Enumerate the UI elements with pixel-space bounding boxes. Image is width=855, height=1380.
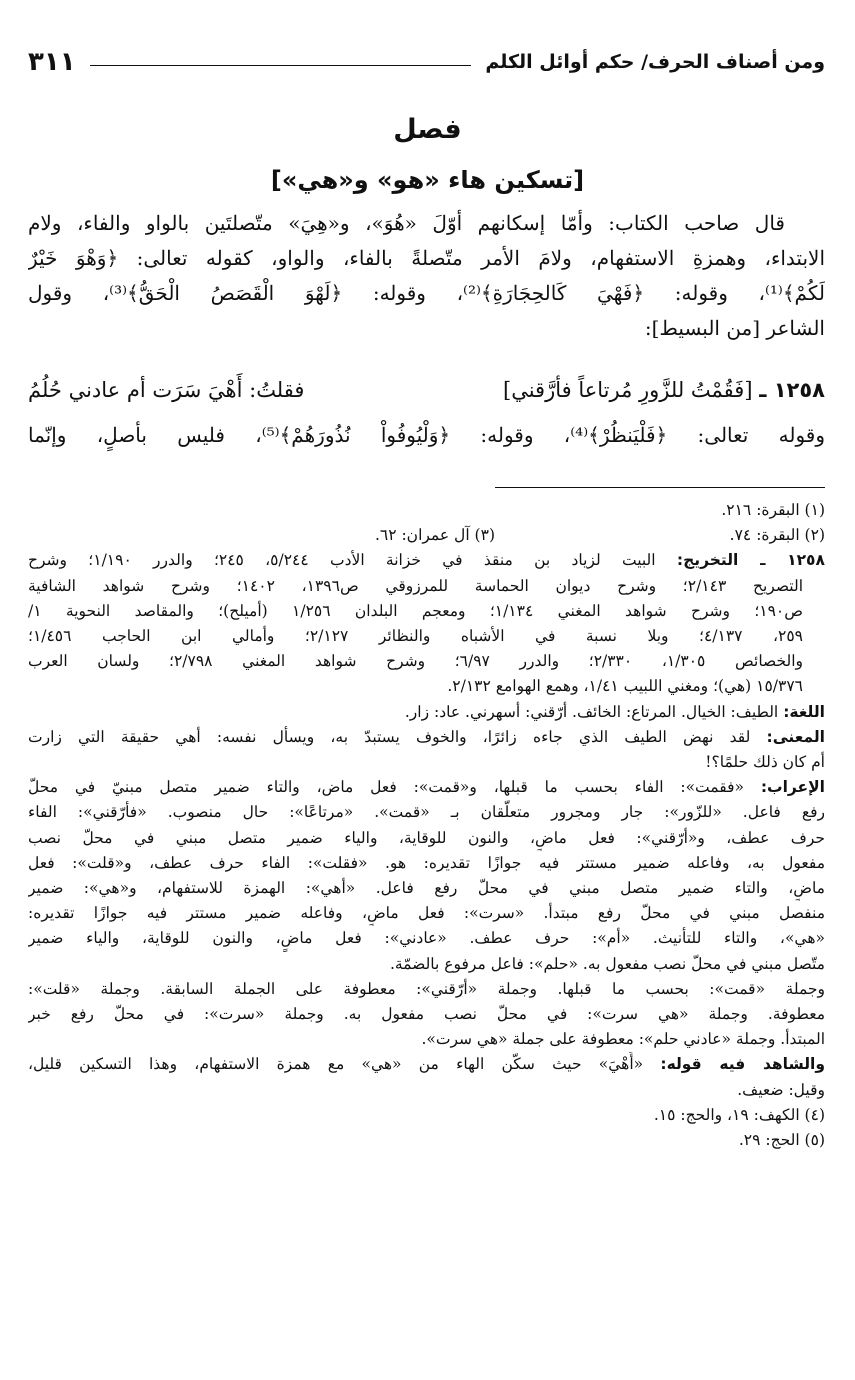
verse-number: ١٢٥٨ ـ	[759, 378, 825, 402]
takhrij-line: ١٥/٣٧٦ (هي)؛ ومغني اللبيب ١/٤١، وهمع الهوامع ٢/١٣٢.	[447, 677, 803, 696]
main-text	[28, 206, 825, 346]
jumal-line: المبتدأ. وجملة «عادني حلم»: معطوفة على جملة «هي سرت».	[421, 1030, 825, 1049]
lugha-text: الطيف: الخيال. المرتاع: الخائف. أرّقني: أسهرني. عاد: زار.	[404, 702, 779, 721]
irab-label: الإعراب:	[760, 778, 825, 797]
irab-line	[28, 775, 825, 800]
irab-line: حرف عطف، و«أرّقني»: فعل ماضٍ، والنون للوقاية، والياء ضمير متصل مبني في محلّ نصب	[28, 828, 825, 847]
mana-text: لقد نهض الطيف الذي جاءه زائرًا، والخوف يستبدّ به، ويسأل نفسه: أهي حقيقة التي زارت	[28, 727, 751, 746]
section-subtitle: [تسكين هاء «هو» و«هي»]	[270, 166, 585, 194]
header-rule	[90, 65, 472, 66]
body-line: الشاعر [من البسيط]:	[644, 316, 825, 340]
running-header	[28, 44, 825, 80]
lugha-label: اللغة:	[783, 702, 825, 721]
footnote-3: (٣) آل عمران: ٦٢.	[374, 526, 495, 545]
shahid-line: وقيل: ضعيف.	[737, 1080, 825, 1099]
takhrij-line: والخصائص ١/٣٠٥، ٢/٣٣٠؛ والدرر ٦/٩٧؛ وشرح شواهد المغني ٢/٧٩٨؛ ولسان العرب	[28, 652, 804, 671]
shahid-text: «أَهْيَ» حيث سكّن الهاء من «هي» مع همزة الاستفهام، وهذا التسكين قليل،	[28, 1055, 644, 1074]
running-title: ومن أصناف الحرف/ حكم أوائل الكلم	[485, 51, 825, 73]
footnotes	[28, 498, 825, 1153]
verse-hemistich-1: [فَقُمْتُ للزَّورِ مُرتاعاً فأرَّقني]	[503, 378, 753, 402]
body-line-after-verse: وقوله تعالى: ﴿فَلْيَنظُرْ﴾⁽⁴⁾، وقوله: ﴿وَلْيُوفُواْ نُذُورَهُمْ﴾⁽⁵⁾، فليس بأصلٍ، وإنّما	[28, 423, 825, 447]
takhrij-text: البيت لزياد بن منقذ في خزانة الأدب ٥/٢٤٤، ٢٤٥؛ والدرر ١/١٩٠؛ وشرح	[28, 551, 656, 570]
poetry-verse	[28, 372, 825, 408]
shahid-line	[28, 1052, 825, 1077]
irab-text: «فقمت»: الفاء بحسب ما قبلها، و«قمت»: فعل ماض، والتاء ضمير متصل مبنيّ في محلّ	[28, 778, 744, 797]
footnote-4: (٤) الكهف: ١٩، والحج: ١٥.	[653, 1105, 825, 1124]
footnote-separator	[495, 487, 825, 488]
body-line: لَكُمْ﴾⁽¹⁾، وقوله: ﴿فَهْيَ كَالحِجَارَةِ﴾⁽²⁾، وقوله: ﴿لَهْوَ الْقَصَصُ الْحَقُّ﴾⁽³⁾، وقول	[28, 281, 825, 305]
jumal-line: وجملة «قمت»: بحسب ما قبلها. وجملة «أرّقني»: معطوفة على الجملة السابقة. وجملة «قلت»:	[28, 979, 825, 998]
takhrij-line: ٢٥٩، ٤/١٣٧؛ وبلا نسبة في الأشباه والنظائر ٢/١٢٧؛ وأمالي ابن الحاجب ١/٤٥٦؛	[28, 627, 803, 646]
takhrij-line	[28, 548, 825, 573]
footnote-2: (٢) البقرة: ٧٤.	[729, 526, 825, 545]
footnote-row-2-3	[28, 523, 825, 548]
irab-line: منفصل مبني في محلّ رفع مبتدأ. «سرت»: فعل ماضٍ، وفاعله ضمير مستتر فيه جوازًا تقديره:	[28, 904, 825, 923]
verse-hemistich-2: فقلتُ: أَهْيَ سَرَت أم عادني حُلُمُ	[28, 378, 305, 402]
footnote-1: (١) البقرة: ٢١٦.	[721, 501, 825, 519]
irab-line: ماضٍ، والتاء ضمير متصل مبني في محلّ رفع فاعل. «أهي»: الهمزة للاستفهام، و«هي»: ضمير	[28, 879, 825, 898]
mana-line: أم كان ذلك حلمًا؟!	[705, 753, 825, 772]
takhrij-line: ص١٩٠؛ وشرح شواهد المغني ١/١٣٤؛ ومعجم البلدان ١/٢٥٦ (أميلح)؛ والمقاصد النحوية ١/	[28, 601, 803, 620]
lugha-line	[28, 700, 825, 725]
irab-line: متّصل مبني في محلّ نصب مفعول به. «حلم»: فاعل مرفوع بالضمّة.	[389, 954, 825, 973]
mana-line	[28, 725, 825, 750]
body-line: الابتداء، وهمزةِ الاستفهام، ولامَ الأمر متّصلةً بالفاء، والواو، كقوله تعالى: ﴿وَهْوَ خَيْرٌ	[28, 246, 825, 270]
irab-line: رفع فاعل. «للزّور»: جار ومجرور متعلّقان بـ «قمت». «مرتاعًا»: حال منصوب. «فأرّقني»: الفاء	[28, 803, 825, 822]
takhrij-line: التصريح ٢/١٤٣؛ وشرح ديوان الحماسة للمرزوقي ص١٣٩٦، ١٤٠٢؛ وشرح شواهد الشافية	[28, 576, 803, 595]
mana-label: المعنى:	[766, 727, 825, 746]
page-number: ٣١١	[28, 47, 76, 77]
irab-line: «هي»، والتاء للتأنيث. «أم»: حرف عطف. «عادني»: فعل ماضٍ، والنون للوقاية، والياء ضمير	[28, 929, 825, 948]
shahid-label: والشاهد فيه قوله:	[660, 1055, 825, 1074]
irab-line: مفعول به، وفاعله ضمير مستتر فيه جوازًا تقديره: هو. «فقلت»: الفاء حرف عطف، و«قلت»: فعل	[28, 853, 825, 872]
footnote-5: (٥) الحج: ٢٩.	[738, 1131, 825, 1150]
body-line: قال صاحب الكتاب: وأمّا إسكانهم أوّلَ «هُوَ»، و«هِيَ» متّصلتَين بالواو والفاء، ولام	[28, 211, 785, 235]
section-heading: فصل	[393, 114, 462, 145]
jumal-line: معطوفة. وجملة «هي سرت»: في محلّ نصب مفعول به. وجملة «سرت»: في محلّ رفع خبر	[28, 1005, 825, 1024]
takhrij-label: ١٢٥٨ ـ التخريج:	[676, 551, 825, 570]
verse-first-half	[503, 372, 825, 408]
